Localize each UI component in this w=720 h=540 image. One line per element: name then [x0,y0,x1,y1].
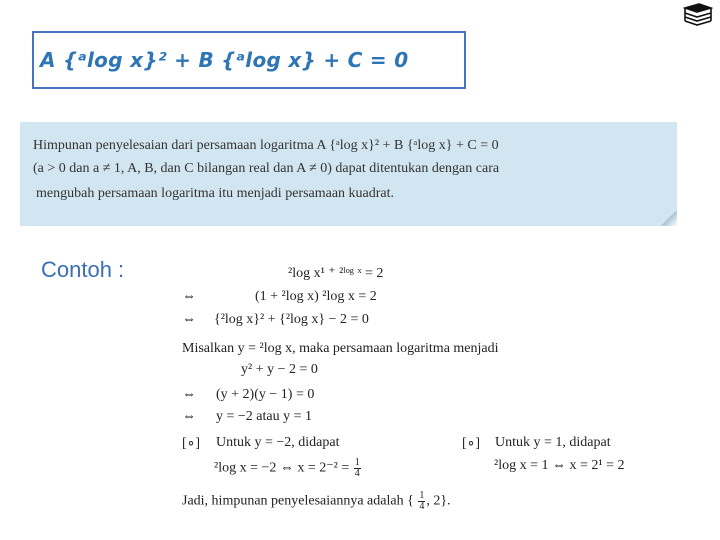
conclusion-line [182,491,451,512]
conclusion-text: Jadi, himpunan penyelesaiannya adalah { [182,493,414,509]
page-curl-corner [661,210,677,226]
example-line-3: {²log x}² + {²log x} − 2 = 0 [214,312,369,327]
definition-line-2: (a > 0 dan a ≠ 1, A, B, dan C bilangan real dan A ≠ 0) dapat ditentukan dengan cara [33,161,500,176]
case-1-equation [214,458,362,479]
equivalence-arrow: ⇔ [182,312,196,327]
example-line-4: Misalkan y = ²log x, maka persamaan logaritma menjadi [182,341,499,356]
fraction-one-quarter: $\frac{1}{4}$ [354,457,360,479]
case-1-equation-text: ²log x = −2 ⇔ x = 2⁻² = [214,460,350,476]
case-1-title: Untuk y = −2, didapat [216,435,340,450]
example-line-5: y² + y − 2 = 0 [241,362,318,377]
books-stack-icon [683,2,713,26]
formula-box [32,31,466,89]
case-2-title: Untuk y = 1, didapat [495,435,611,450]
formula-text: A {ᵃlog x}² + B {ᵃlog x} + C = 0 [40,48,409,72]
case-1-bullet: [∘] [182,436,201,451]
definition-line-3: mengubah persamaan logaritma itu menjadi persamaan kuadrat. [36,186,395,201]
case-2-equation: ²log x = 1 ⇔ x = 2¹ = 2 [494,458,625,473]
example-line-1: ²log x¹ ⁺ ²ˡᵒᵍ ˣ = 2 [288,266,384,281]
case-2-bullet: [∘] [462,436,481,451]
equivalence-arrow: ⇔ [182,289,196,304]
equivalence-arrow: ⇔ [182,387,196,402]
fraction-one-quarter: $\frac{1}{4}$ [419,490,425,512]
example-label: Contoh : [41,257,125,282]
conclusion-end: , 2}. [426,493,451,509]
definition-panel [20,122,677,226]
example-line-7: y = −2 atau y = 1 [216,409,313,424]
example-line-6: (y + 2)(y − 1) = 0 [216,387,315,402]
equivalence-arrow: ⇔ [182,409,196,424]
definition-line-1: Himpunan penyelesaian dari persamaan logaritma A {ᵃlog x}² + B {ᵃlog x} + C = 0 [33,138,499,153]
example-line-2: (1 + ²log x) ²log x = 2 [255,289,377,304]
